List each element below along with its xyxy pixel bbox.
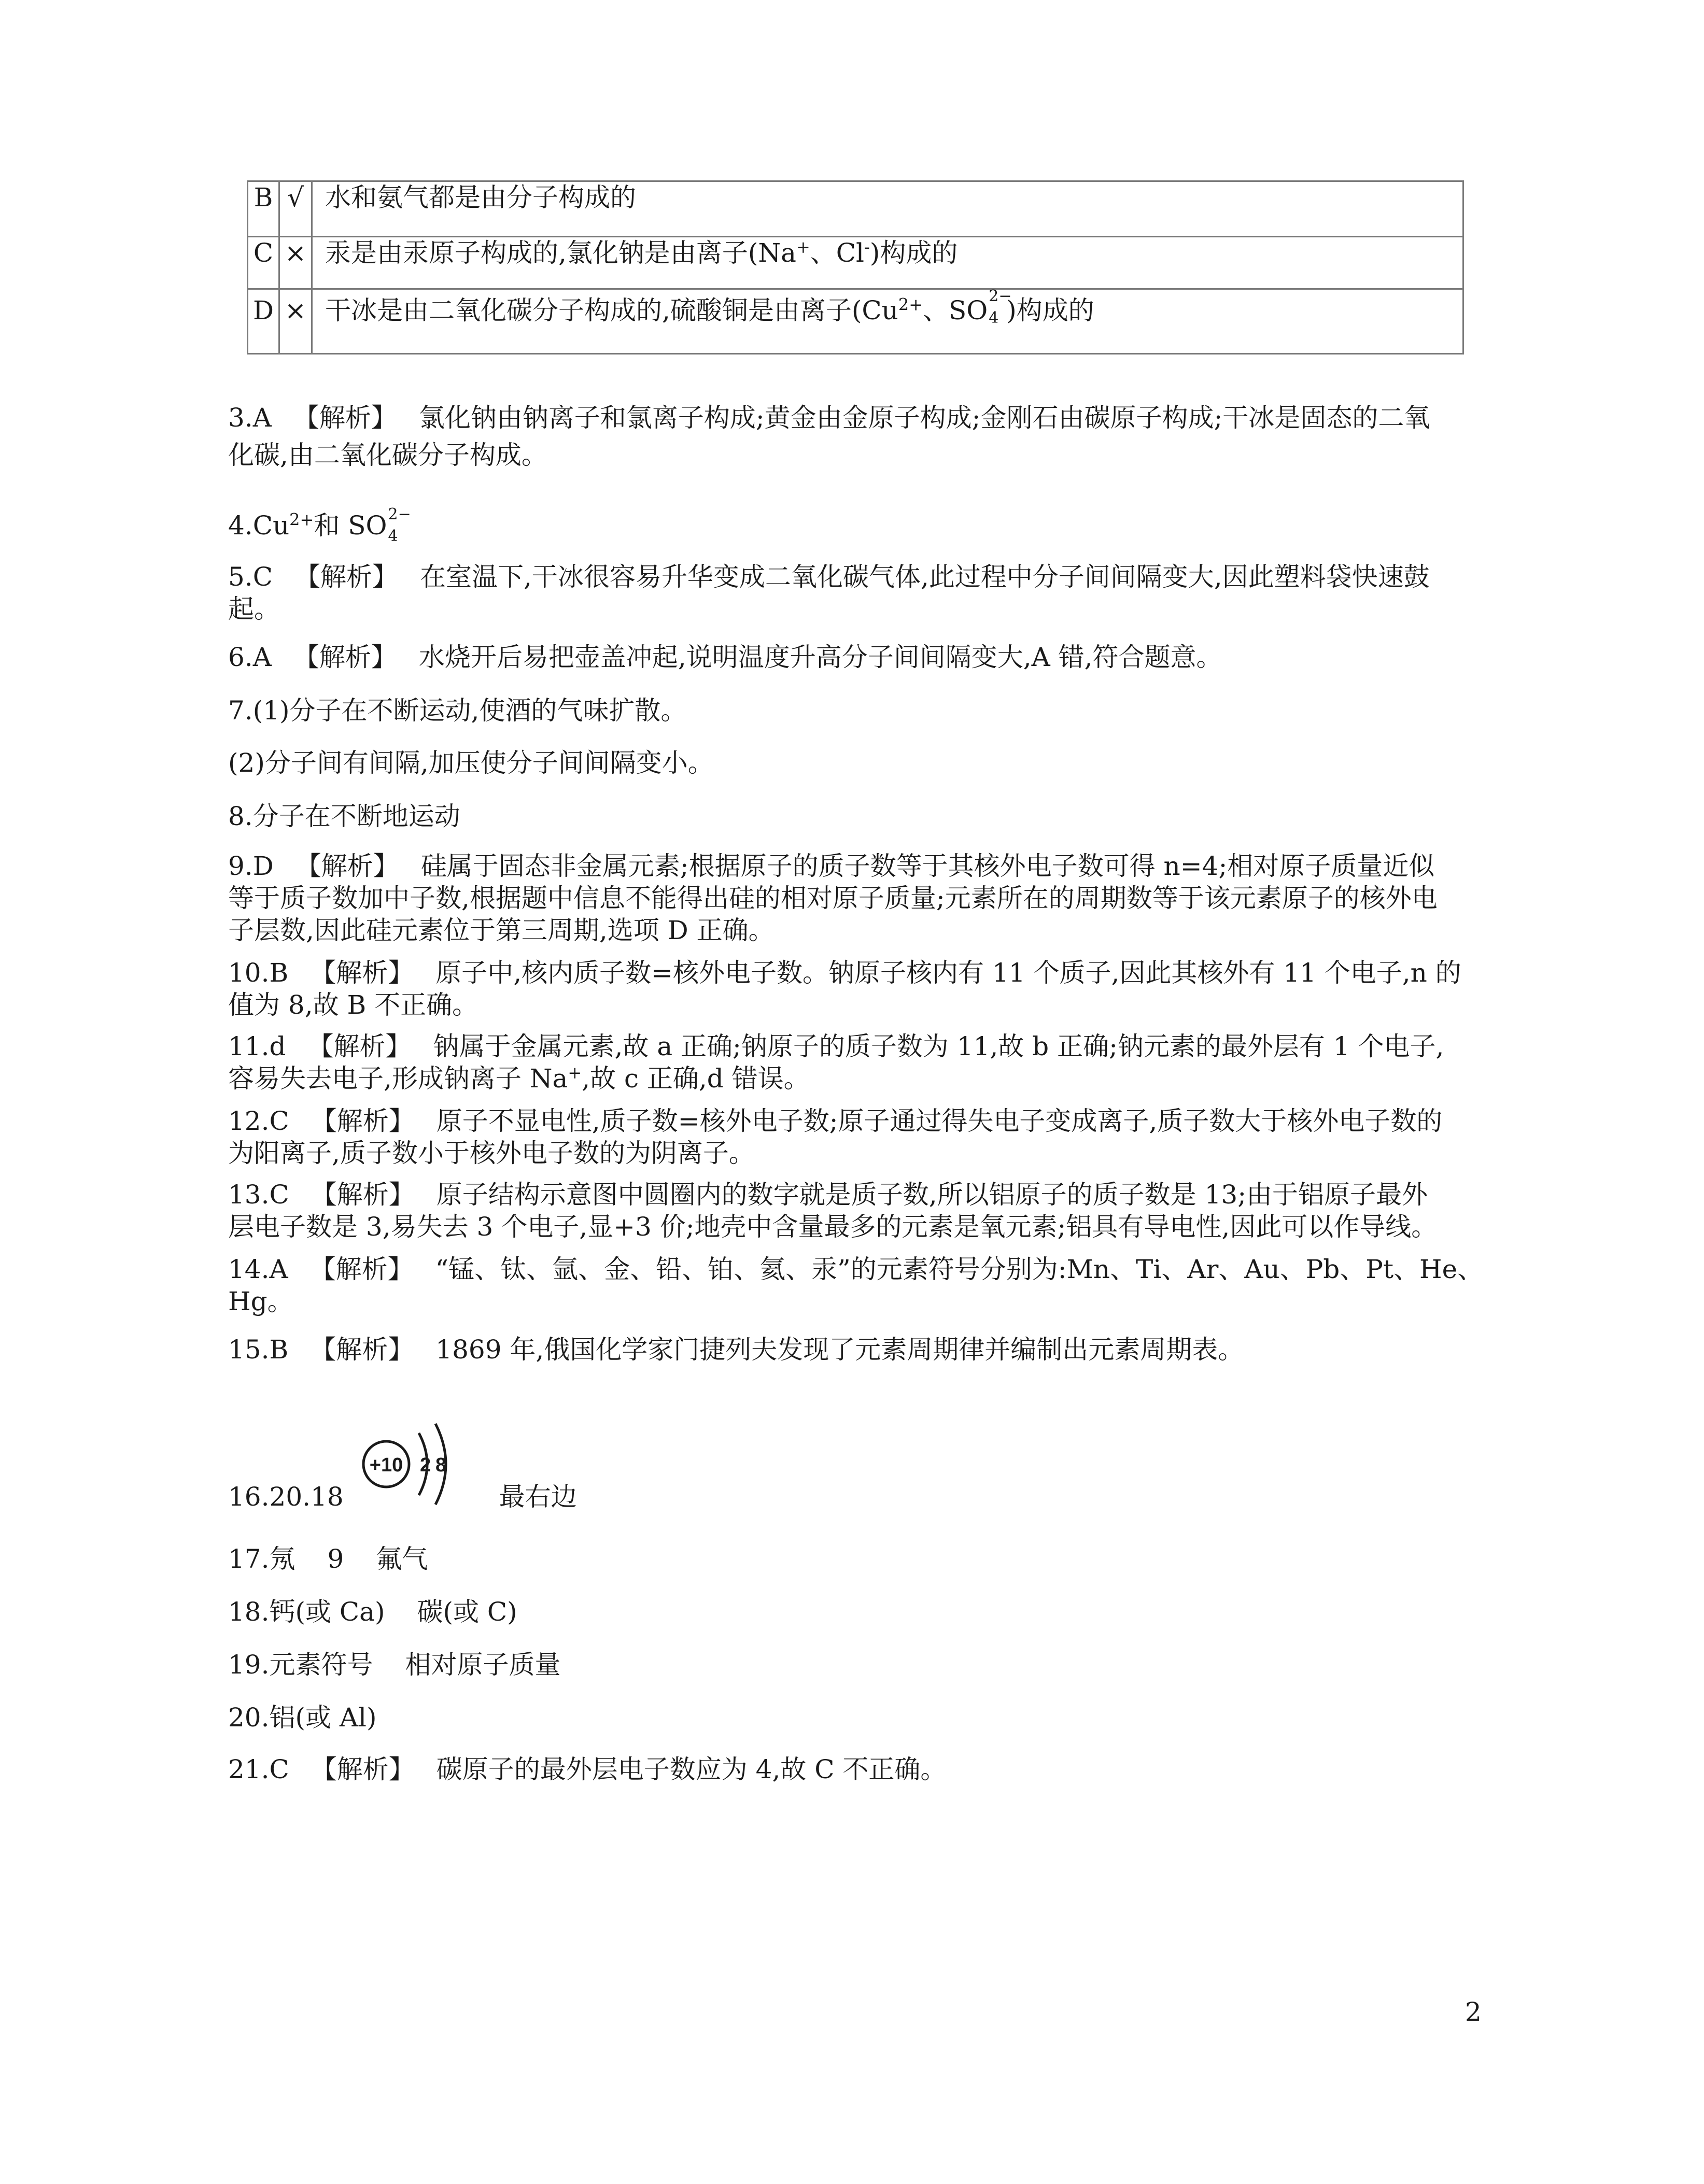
answer-10: 10.B 【解析】 原子中,核内质子数=核外电子数。钠原子核内有 11 个质子,因此其核外有 11 个电子,n 的 值为 8,故 B 不正确。 [228,958,1461,1020]
option-letter: D [248,289,279,354]
answer-19: 19.元素符号 相对原子质量 [228,1650,561,1680]
answer-14: 14.A 【解析】 “锰、钛、氩、金、铅、铂、氦、汞”的元素符号分别为:Mn、Ti、Ar、Au、Pb、Pt、He、 Hg。 [228,1254,1484,1316]
cross-mark: × [279,289,312,354]
answer-5: 5.C 【解析】 在室温下,干冰很容易升华变成二氧化碳气体,此过程中分子间间隔变大,因此塑料袋快速鼓 起。 [228,562,1430,624]
answer-8: 8.分子在不断地运动 [228,801,460,831]
answer-16: 16.20.18 最右边 [228,1482,577,1512]
answer-17: 17.氖 9 氟气 [228,1544,428,1574]
answer-4: $4.Cu^{2+}$和 SO 2− 4 [228,505,411,545]
table-row [248,181,1463,237]
option-letter: C [248,237,279,289]
answer-20: 20.铝(或 Al) [228,1703,377,1733]
answer-7-part-1: 7.(1)分子在不断运动,使酒的气味扩散。 [228,696,687,726]
page-number: 2 [1465,1997,1482,2027]
answer-7-part-2: (2)分子间有间隔,加压使分子间间隔变小。 [228,748,714,778]
cross-mark: × [279,237,312,289]
option-explanation: 汞是由汞原子构成的,氯化钠是由离子(Na+、Cl-)构成的 [312,237,1463,289]
answer-13: 13.C 【解析】 原子结构示意图中圆圈内的数字就是质子数,所以铝原子的质子数是 13;由于铝原子最外 层电子数是 3,易失去 3 个电子,显+3 价;地壳中含量最多的元素是氧元素;铝具有导电性,因此可以作导线。 [228,1180,1438,1242]
check-mark: √ [279,181,312,237]
answer-12: 12.C 【解析】 原子不显电性,质子数=核外电子数;原子通过得失电子变成离子,质子数大于核外电子数的 为阳离子,质子数小于核外电子数的为阴离子。 [228,1106,1443,1168]
option-explanation: 干冰是由二氧化碳分子构成的,硫酸铜是由离子($Cu^{2+}$、SO 2− 4 )构成的 [312,289,1463,354]
answer-18: 18.钙(或 Ca) 碳(或 C) [228,1597,517,1627]
answer-3: 3.A 【解析】 氯化钠由钠离子和氯离子构成;黄金由金原子构成;金刚石由碳原子构成;干冰是固态的二氧 化碳,由二氧化碳分子构成。 [228,403,1430,470]
option-letter: B [248,181,279,237]
option-explanation: 水和氨气都是由分子构成的 [312,181,1463,237]
shell-2-electrons: 8 [435,1454,447,1476]
atom-structure-diagram [358,1412,461,1516]
answer-11: 11.d 【解析】 钠属于金属元素,故 a 正确;钠原子的质子数为 11,故 b 正确;钠元素的最外层有 1 个电子, 容易失去电子,形成钠离子 Na+,故 c 正确,d 错误。 [228,1031,1444,1094]
choices-table [247,180,1464,354]
nucleus-charge: +10 [369,1454,403,1476]
table-row [248,237,1463,289]
answer-6: 6.A 【解析】 水烧开后易把壶盖冲起,说明温度升高分子间间隔变大,A 错,符合题意。 [228,642,1222,672]
answer-15: 15.B 【解析】 1869 年,俄国化学家门捷列夫发现了元素周期律并编制出元素周期表。 [228,1335,1244,1365]
answer-9: 9.D 【解析】 硅属于固态非金属元素;根据原子的质子数等于其核外电子数可得 n=4;相对原子质量近似 等于质子数加中子数,根据题中信息不能得出硅的相对原子质量;元素所在的周期数等于该元素原子的核外电 子层数,因此硅元素位于第三周期,选项 D 正确。 [228,851,1438,945]
answer-21: 21.C 【解析】 碳原子的最外层电子数应为 4,故 C 不正确。 [228,1754,947,1784]
shell-1-electrons: 2 [420,1454,431,1476]
table-row [248,289,1463,354]
